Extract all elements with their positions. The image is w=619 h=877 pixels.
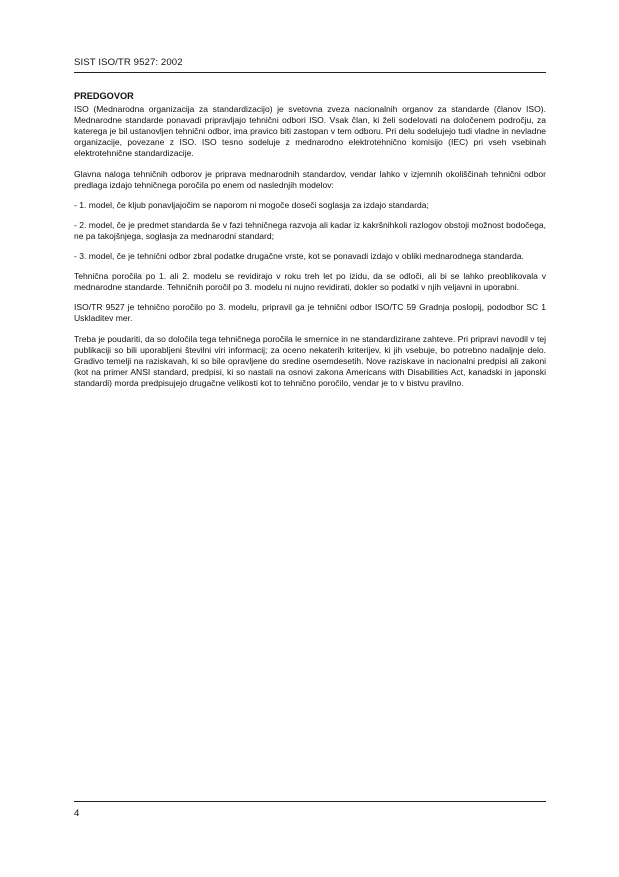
page-number: 4 <box>74 808 80 819</box>
page-header: SIST ISO/TR 9527: 2002 <box>74 57 183 68</box>
section-title: PREDGOVOR <box>74 91 134 101</box>
paragraph-model-3: - 3. model, če je tehnični odbor zbral podatke drugačne vrste, kot se ponavadi izdajo v obliki mednarodnega standarda. <box>74 251 524 262</box>
paragraph-iso-tr-9527: ISO/TR 9527 je tehnično poročilo po 3. modelu, pripravil ga je tehnični odbor ISO/TC 59 Gradnja poslopij, pododbor SC 1 Uskladitev mer. <box>74 302 546 324</box>
paragraph-revision: Tehnična poročila po 1. ali 2. modelu se revidirajo v roku treh let po izidu, da se odloči, ali bi se lahko preoblikovala v mednarodne standarde. Tehničnih poročil po 3. modelu ni nujno revidirati, dokler so podatki v njih veljavni in uporabni. <box>74 271 546 293</box>
paragraph-committee-task: Glavna naloga tehničnih odborov je priprava mednarodnih standardov, vendar lahko v izjemnih okoliščinah tehnični odbor predlaga izdajo tehničnega poročila po enem od naslednjih modelov: <box>74 168 546 190</box>
paragraph-model-2: - 2. model, če je predmet standarda še v fazi tehničnega razvoja ali kadar iz kakršnihkoli razlogov obstoji možnost bodočega, ne pa takojšnjega, soglasja za mednarodni standard; <box>74 219 546 241</box>
footer-divider <box>74 801 546 802</box>
paragraph-intro-iso: ISO (Mednarodna organizacija za standardizacijo) je svetovna zveza nacionalnih organov za standarde (članov ISO). Mednarodne standarde ponavadi pripravljajo tehnični odbori ISO. Vsak član, ki želi sodelovati na določenem področju, za katerega je bil ustanovljen tehnični odbor, ima pravico biti zastopan v tem odboru. Pri delu sodelujejo tudi vladne in nevladne organizacije, povezane z ISO. ISO tesno sodeluje z mednarodno elektrotehnično komisijo (IEC) pri vseh vsebinah elektrotehnične standardizacije. <box>74 104 546 159</box>
header-divider <box>74 72 546 73</box>
document-body <box>74 91 546 398</box>
paragraph-model-1: - 1. model, če kljub ponavljajočim se naporom ni mogoče doseči soglasja za izdajo standarda; <box>74 199 429 210</box>
paragraph-guidelines-note: Treba je poudariti, da so določila tega tehničnega poročila le smernice in ne standardizirane zahteve. Pri pripravi navodil v tej publikaciji so bili uporabljeni številni viri informacij; za oceno nekaterih kriterijev, ki jih vsebuje, bo potrebno nadaljnje delo. Gradivo temelji na raziskavah, ki so bile opravljene do sredine osemdesetih. Nove raziskave in nacionalni predpisi ali zakoni (kot na primer ANSI standard, predpisi, ki so nastali na osnovi zakona Americans with Disabilities Act, kanadski in japonski standardi) morda predpisujejo drugačne velikosti kot to tehnično poročilo, vendar je to v bistvu pravilno. <box>74 333 546 388</box>
